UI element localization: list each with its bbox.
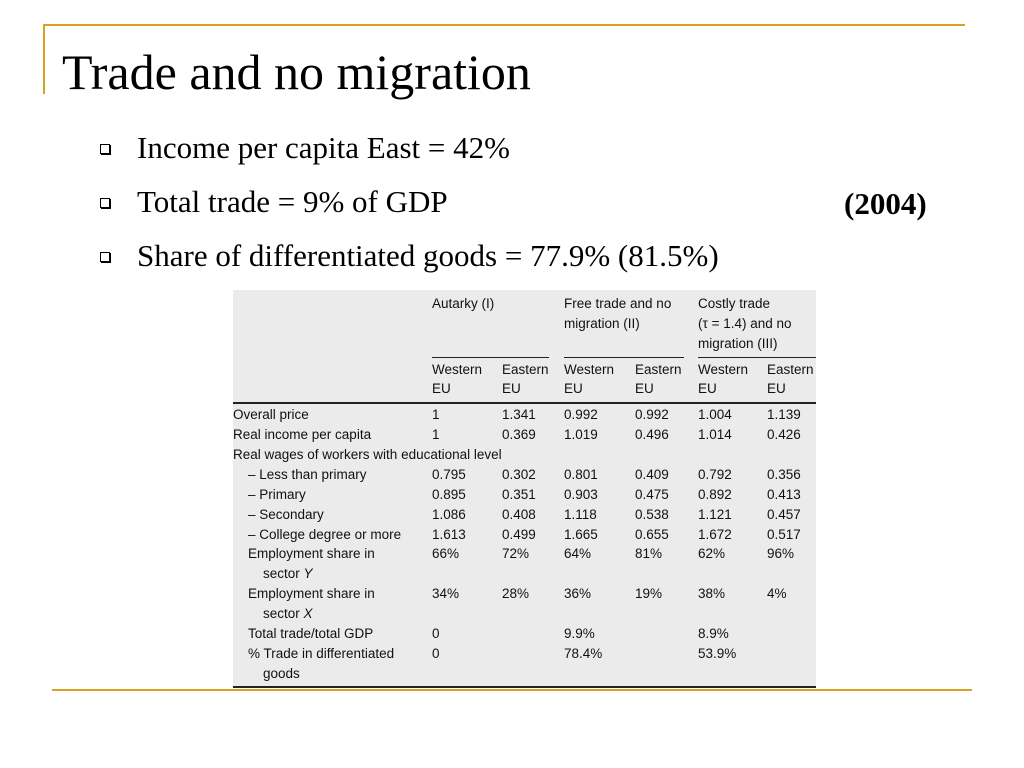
- table-cell: 0.409: [635, 467, 669, 482]
- table-cell: 1.613: [432, 527, 466, 542]
- table-cell: 81%: [635, 546, 663, 561]
- table-cell: 36%: [564, 586, 592, 601]
- row-label: Employment share in: [248, 546, 375, 561]
- table-cell: 72%: [502, 546, 530, 561]
- table-cell: 1.086: [432, 507, 466, 522]
- table-cell: 1.004: [698, 407, 732, 422]
- table-cell: 0.426: [767, 427, 801, 442]
- table-cell: 53.9%: [698, 646, 737, 661]
- header-rule: [233, 402, 816, 404]
- table-cell: 34%: [432, 586, 460, 601]
- table-cell: 0.992: [564, 407, 598, 422]
- column-group-header: migration (III): [698, 336, 778, 351]
- table-cell: 0.517: [767, 527, 801, 542]
- row-label: Overall price: [233, 407, 309, 422]
- table-cell: 9.9%: [564, 626, 595, 641]
- table-cell: 0.457: [767, 507, 801, 522]
- row-label: sector X: [263, 606, 313, 621]
- row-label: Real income per capita: [233, 427, 372, 442]
- table-cell: 1.672: [698, 527, 732, 542]
- frame-top-rule: [43, 24, 965, 26]
- row-label: Total trade/total GDP: [248, 626, 374, 641]
- table-cell: 0.351: [502, 487, 536, 502]
- table-cell: 19%: [635, 586, 663, 601]
- table-cell: 78.4%: [564, 646, 603, 661]
- table-cell: 0.408: [502, 507, 536, 522]
- table-cell: 0.655: [635, 527, 669, 542]
- table-cell: 1.665: [564, 527, 598, 542]
- column-subheader: EU: [502, 381, 521, 396]
- table-cell: 0.302: [502, 467, 536, 482]
- table-cell: 38%: [698, 586, 726, 601]
- row-label: Real wages of workers with educational level: [233, 447, 502, 462]
- column-group-header: Autarky (I): [432, 296, 495, 311]
- column-group-header: (τ = 1.4) and no: [698, 316, 792, 331]
- table-bottom-rule: [233, 686, 816, 688]
- group-rule: [698, 357, 816, 358]
- table-cell: 1.014: [698, 427, 732, 442]
- table-cell: 0.369: [502, 427, 536, 442]
- table-cell: 0.903: [564, 487, 598, 502]
- row-label: – Secondary: [248, 507, 324, 522]
- square-bullet-icon: [100, 252, 110, 262]
- column-subheader: Western: [432, 362, 483, 377]
- table-cell: 1.118: [564, 507, 597, 522]
- table-cell: 0.356: [767, 467, 801, 482]
- table-cell: 28%: [502, 586, 530, 601]
- table-cell: 1.139: [767, 407, 801, 422]
- square-bullet-icon: [100, 144, 110, 154]
- table-cell: 1.121: [698, 507, 732, 522]
- table-cell: 0: [432, 626, 440, 641]
- bullet-text: Share of differentiated goods = 77.9% (81.5%): [137, 238, 719, 273]
- column-subheader: Western: [564, 362, 615, 377]
- row-label: Employment share in: [248, 586, 375, 601]
- column-subheader: Eastern: [502, 362, 549, 377]
- column-group-header: migration (II): [564, 316, 640, 331]
- group-rule: [432, 357, 549, 358]
- bullet-text: Income per capita East = 42%: [137, 130, 510, 165]
- table-cell: 66%: [432, 546, 460, 561]
- row-label: – Primary: [248, 487, 306, 502]
- column-subheader: EU: [767, 381, 786, 396]
- table-cell: 0.801: [564, 467, 598, 482]
- table-cell: 0.496: [635, 427, 669, 442]
- frame-left-rule: [43, 24, 45, 94]
- row-label: goods: [263, 666, 300, 681]
- frame-bottom-rule: [52, 689, 972, 691]
- slide-title: Trade and no migration: [62, 44, 531, 100]
- table-cell: 0: [432, 646, 440, 661]
- column-subheader: EU: [564, 381, 583, 396]
- column-group-header: Costly trade: [698, 296, 771, 311]
- table-cell: 0.499: [502, 527, 536, 542]
- table-cell: 0.892: [698, 487, 732, 502]
- year-note: (2004): [844, 186, 927, 221]
- row-label: – Less than primary: [248, 467, 367, 482]
- table-cell: 0.992: [635, 407, 669, 422]
- table-cell: 1: [432, 407, 440, 422]
- column-subheader: Eastern: [767, 362, 814, 377]
- results-table: [233, 290, 816, 688]
- column-group-header: Free trade and no: [564, 296, 672, 311]
- square-bullet-icon: [100, 198, 110, 208]
- column-subheader: EU: [635, 381, 654, 396]
- row-label: sector Y: [263, 566, 313, 581]
- table-cell: 0.792: [698, 467, 732, 482]
- table-cell: 0.538: [635, 507, 669, 522]
- table-cell: 1.019: [564, 427, 598, 442]
- table-cell: 1: [432, 427, 440, 442]
- column-subheader: Western: [698, 362, 749, 377]
- table-cell: 62%: [698, 546, 726, 561]
- table-cell: 64%: [564, 546, 592, 561]
- table-cell: 0.895: [432, 487, 466, 502]
- table-cell: 0.795: [432, 467, 466, 482]
- table-cell: 8.9%: [698, 626, 729, 641]
- column-subheader: EU: [698, 381, 717, 396]
- row-label: % Trade in differentiated: [248, 646, 395, 661]
- column-subheader: EU: [432, 381, 451, 396]
- row-label: – College degree or more: [248, 527, 402, 542]
- column-subheader: Eastern: [635, 362, 682, 377]
- group-rule: [564, 357, 684, 358]
- table-cell: 4%: [767, 586, 787, 601]
- table-cell: 1.341: [502, 407, 536, 422]
- bullet-text: Total trade = 9% of GDP: [137, 184, 448, 219]
- table-cell: 0.475: [635, 487, 669, 502]
- table-cell: 0.413: [767, 487, 801, 502]
- table-cell: 96%: [767, 546, 795, 561]
